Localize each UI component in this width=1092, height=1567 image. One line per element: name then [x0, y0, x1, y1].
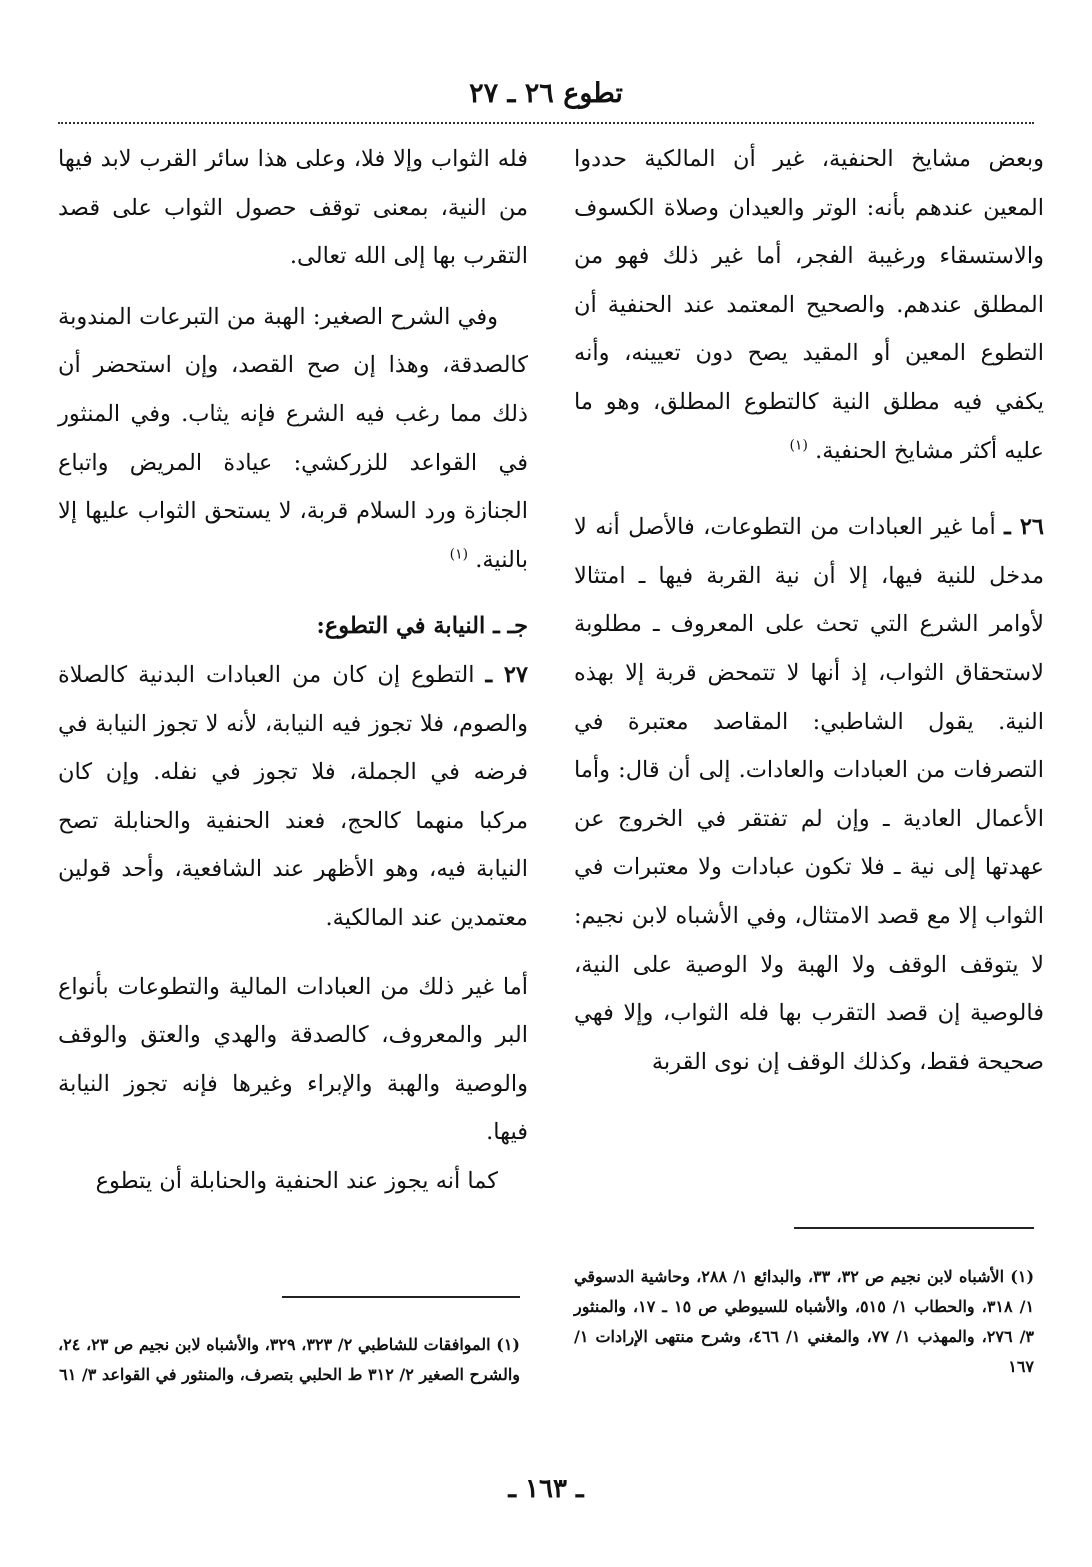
paragraph: كما أنه يجوز عند الحنفية والحنابلة أن يتطوع [95, 1167, 498, 1194]
running-title: تطوع ٢٦ ـ ٢٧ [469, 78, 623, 109]
paragraph [58, 293, 528, 585]
paragraph-text: أما غير العبادات من التطوعات، فالأصل أنه لا مدخل للنية فيها، إلا أن نية القربة فيها ـ امتثالا لأوامر الشرع التي تحث على المعروف ـ مطلوبة لاستحقاق الثواب، إذ أنها لا تتمحض قربة إلا بهذه النية. يقول الشاطبي: المقاصد معتبرة في التصرفات من العبادات والعادات. إلى أن قال: وأما الأعمال العادية ـ وإن لم تفتقر في الخروج عن عهدتها إلى نية ـ فلا تكون عبادات ولا معتبرات في الثواب إلا مع قصد الامتثال، وفي الأشباه لابن نجيم: لا يتوقف الوقف ولا الهبة ولا الوصية على النية، فالوصية إن قصد التقرب بها فله الثواب، وإلا فهي صحيحة فقط، وكذلك الوقف إن نوى القربة [574, 514, 1045, 1075]
footnote: (١) الأشباه لابن نجيم ص ٣٢، ٣٣، والبدائع ١/ ٢٨٨، وحاشية الدسوقي ١/ ٣١٨، والحطاب ١/ ٥١٥، والأشباه للسيوطي ص ١٥ ـ ١٧، والمنثور ٣/ ٢٧٦، والمهذب ١/ ٧٧، والمغني ١/ ٤٦٦، وشرح منتهى الإرادات ١/ ١٦٧ [574, 1267, 1035, 1376]
paragraph: فله الثواب وإلا فلا، وعلى هذا سائر القرب لابد فيها من النية، بمعنى توقف حصول الثواب على قصد التقرب بها إلى الله تعالى. [58, 146, 528, 270]
right-column [574, 135, 1044, 1086]
paragraph-number: ٢٧ ـ [485, 661, 528, 688]
footnote: (١) الموافقات للشاطبي ٢/ ٣٢٣، ٣٢٩، والأشباه لابن نجيم ص ٢٣، ٢٤، والشرح الصغير ٢/ ٣١٢ ط الحلبي بتصرف، والمنثور في القواعد ٣/ ٦١ [58, 1335, 520, 1384]
paragraph-text: التطوع إن كان من العبادات البدنية كالصلاة والصوم، فلا تجوز فيه النيابة، لأنه لا تجوز النيابة في فرضه في الجملة، فلا تجوز في نفله. وإن كان مركبا منهما كالحج، فعند الحنفية والحنابلة تصح النيابة فيه، وهو الأظهر عند الشافعية، وأحد قولين معتمدين عند المالكية. [58, 661, 528, 931]
paragraph: أما غير ذلك من العبادات المالية والتطوعات بأنواع البر والمعروف، كالصدقة والهدي والعتق والوقف والوصية والهبة والإبراء وغيرها فإنه تجوز النيابة فيها. [58, 973, 528, 1146]
page-number: ـ ١٦٣ ـ [508, 1474, 584, 1504]
footnote-reference: (١) [789, 437, 808, 454]
paragraph-26 [574, 503, 1044, 1086]
paragraph-27 [58, 651, 528, 943]
paragraph-text: وفي الشرح الصغير: الهبة من التبرعات المندوبة كالصدقة، وهذا إن صح القصد، وإن استحضر أن ذلك مما رغب فيه الشرع فإنه يثاب. وفي المنثور في القواعد للزركشي: عيادة المريض واتباع الجنازة ورد السلام قربة، لا يستحق الثواب عليها إلا بالنية. [58, 303, 528, 573]
header-divider [58, 122, 1034, 124]
footnote-divider [794, 1227, 1034, 1229]
paragraph-number: ٢٦ ـ [1004, 514, 1044, 541]
footnote-divider [282, 1296, 520, 1298]
left-column [58, 135, 528, 1205]
paragraph-text: وبعض مشايخ الحنفية، غير أن المالكية حددوا المعين عندهم بأنه: الوتر والعيدان وصلاة الكسوف والاستسقاء ورغيبة الفجر، أما غير ذلك فهو من المطلق عندهم. والصحيح المعتمد عند الحنفية أن التطوع المعين أو المقيد يصح دون تعيينه، وأنه يكفي فيه مطلق النية كالتطوع المطلق، وهو ما عليه أكثر مشايخ الحنفية. [574, 146, 1044, 464]
section-heading: جـ ـ النيابة في التطوع: [316, 613, 528, 640]
paragraph [574, 135, 1044, 475]
footnote-reference: (١) [449, 546, 469, 563]
